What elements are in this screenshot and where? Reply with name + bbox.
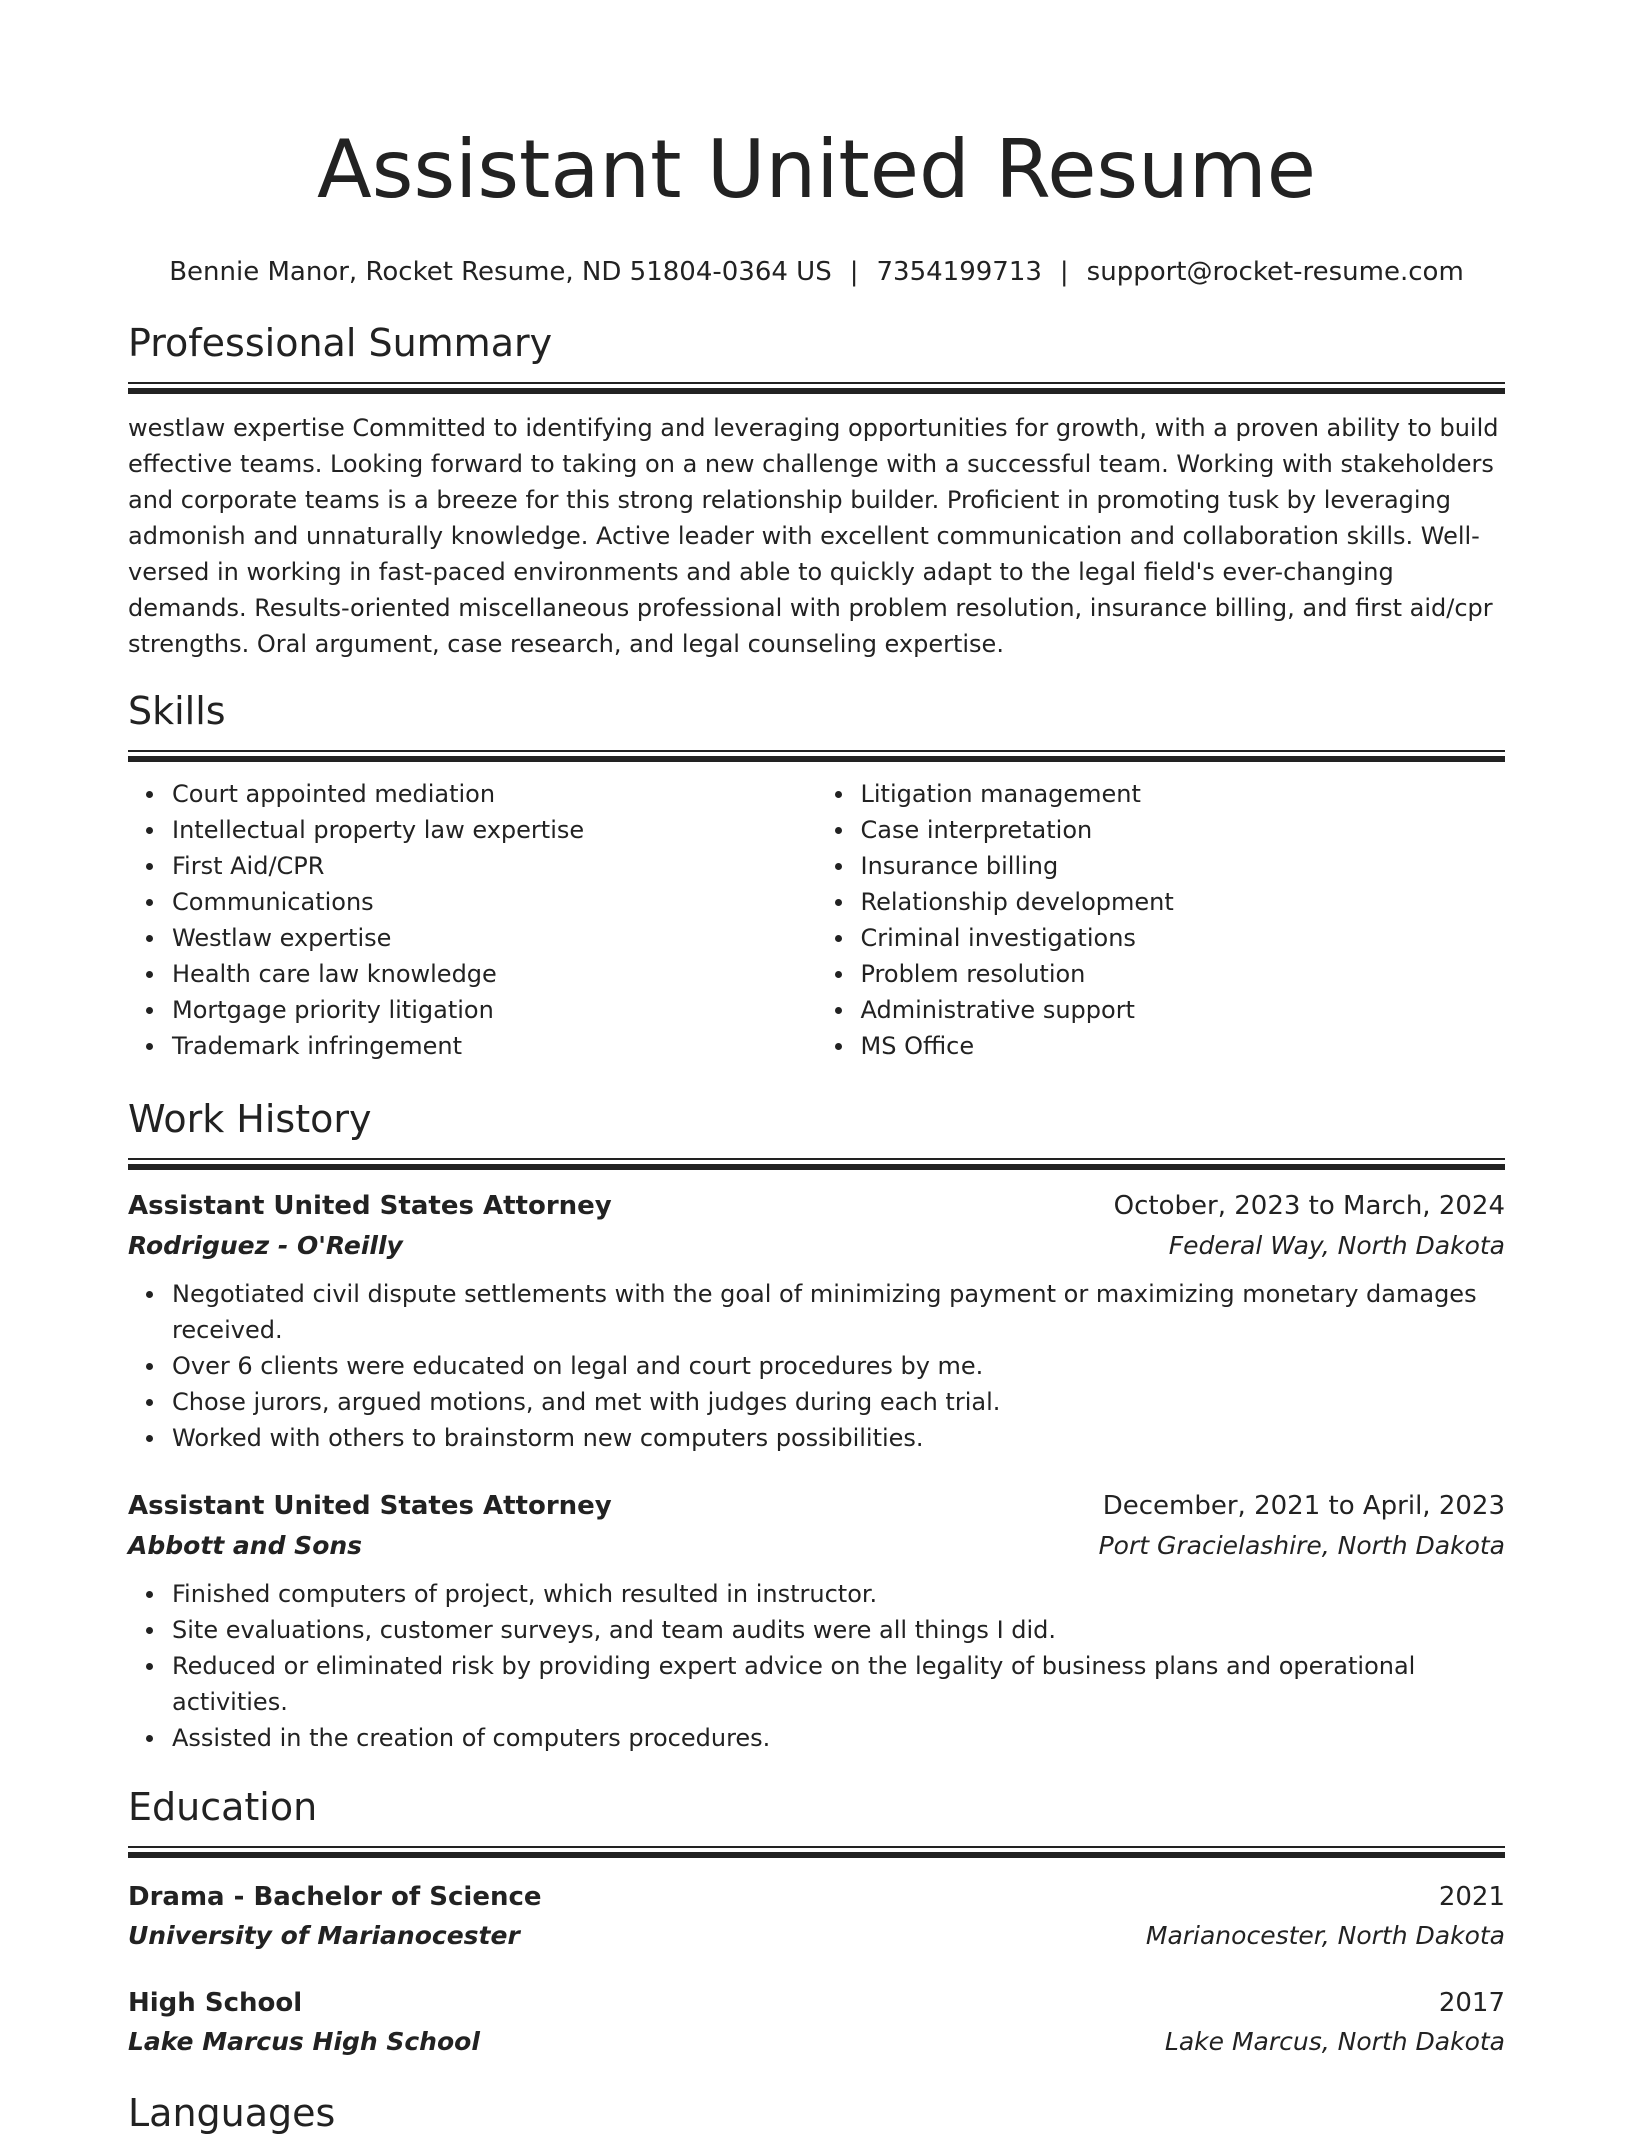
job-bullets [128,1276,1505,1456]
job-bullet: Reduced or eliminated risk by providing expert advice on the legality of business plans and operational activities. [172,1648,1505,1720]
skill-item: Case interpretation [861,812,1506,848]
section-heading-education: Education [128,1785,318,1829]
education-degree: High School [128,1988,303,2018]
contact-separator: | [1059,257,1069,287]
summary-section [128,316,1505,662]
job-header-row [128,1486,1505,1526]
job-title: Assistant United States Attorney [128,1191,612,1221]
section-divider-thick [128,1164,1505,1170]
job-bullet: Negotiated civil dispute settlements with the goal of minimizing payment or maximizing monetary damages received. [172,1276,1505,1348]
education-location: Lake Marcus, North Dakota [1164,2027,1505,2056]
contact-phone: 7354199713 [876,257,1042,287]
skill-item: Intellectual property law expertise [172,812,817,848]
section-divider-thick [128,756,1505,762]
section-divider [128,750,1505,752]
job-dates: December, 2021 to April, 2023 [1102,1491,1505,1521]
education-year: 2017 [1438,1988,1505,2018]
skills-list [128,776,1505,1064]
languages-section [128,2086,1505,2140]
job-dates: October, 2023 to March, 2024 [1113,1191,1505,1221]
skill-item: Communications [172,884,817,920]
section-divider-thick [128,388,1505,394]
education-school-row [128,1916,1505,1956]
job-bullet: Finished computers of project, which resulted in instructor. [172,1576,1505,1612]
summary-text: westlaw expertise Committed to identifying and leveraging opportunities for growth, with a proven ability to build effective teams. Looking forward to taking on a new challenge with a successful team. Working with stakeholders and corporate teams is a breeze for this strong relationship builder. Proficient in promoting tusk by leveraging admonish and unnaturally knowledge. Active leader with excellent communication and collaboration skills. Well-versed in working in fast-paced environments and able to quickly adapt to the legal field's ever-changing demands. Results-oriented miscellaneous professional with problem resolution, insurance billing, and first aid/cpr strengths. Oral argument, case research, and legal counseling expertise. [128,414,1499,658]
education-degree: Drama - Bachelor of Science [128,1882,542,1912]
skill-item: MS Office [861,1028,1506,1064]
skills-column-left [128,776,817,1064]
education-header-row [128,1878,1505,1916]
section-heading-skills: Skills [128,689,226,733]
job-entry [128,1486,1505,1756]
job-location: Federal Way, North Dakota [1168,1231,1505,1260]
job-company: Rodriguez - O'Reilly [128,1231,403,1260]
job-bullet: Chose jurors, argued motions, and met with judges during each trial. [172,1384,1505,1420]
job-bullet: Worked with others to brainstorm new computers possibilities. [172,1420,1505,1456]
skill-item: Problem resolution [861,956,1506,992]
section-heading-summary: Professional Summary [128,321,553,365]
contact-separator: | [849,257,859,287]
job-company-row [128,1526,1505,1566]
education-header-row [128,1984,1505,2022]
section-heading-languages: Languages [128,2091,336,2135]
job-company: Abbott and Sons [128,1531,363,1560]
job-bullet: Site evaluations, customer surveys, and team audits were all things I did. [172,1612,1505,1648]
education-school: University of Marianocester [128,1921,520,1950]
job-bullet: Assisted in the creation of computers procedures. [172,1720,1505,1756]
job-bullet: Over 6 clients were educated on legal and court procedures by me. [172,1348,1505,1384]
skills-column-right [817,776,1506,1064]
skill-item: Litigation management [861,776,1506,812]
job-entry [128,1186,1505,1456]
section-divider [128,1846,1505,1848]
skills-section [128,684,1505,1064]
job-title: Assistant United States Attorney [128,1491,612,1521]
section-divider [128,1158,1505,1160]
education-school-row [128,2022,1505,2062]
education-school: Lake Marcus High School [128,2027,480,2056]
education-entry [128,1878,1505,1956]
work-history-section [128,1092,1505,1756]
skill-item: Mortgage priority litigation [172,992,817,1028]
job-location: Port Gracielashire, North Dakota [1098,1531,1505,1560]
skill-item: Westlaw expertise [172,920,817,956]
skill-item: Administrative support [861,992,1506,1028]
section-divider-thick [128,1852,1505,1858]
contact-line [128,254,1505,290]
skill-item: Health care law knowledge [172,956,817,992]
skill-item: First Aid/CPR [172,848,817,884]
contact-email[interactable]: support@rocket-resume.com [1086,257,1464,287]
skill-item: Relationship development [861,884,1506,920]
section-heading-work-history: Work History [128,1097,372,1141]
skill-item: Criminal investigations [861,920,1506,956]
education-entry [128,1984,1505,2062]
job-company-row [128,1226,1505,1266]
education-section [128,1780,1505,2062]
job-header-row [128,1186,1505,1226]
job-bullets [128,1576,1505,1756]
resume-title: Assistant United Resume [317,123,1316,216]
skill-item: Court appointed mediation [172,776,817,812]
skill-item: Trademark infringement [172,1028,817,1064]
section-divider [128,382,1505,384]
education-location: Marianocester, North Dakota [1145,1921,1505,1950]
skill-item: Insurance billing [861,848,1506,884]
education-year: 2021 [1438,1882,1505,1912]
contact-address: Bennie Manor, Rocket Resume, ND 51804-0364 US [169,257,832,287]
